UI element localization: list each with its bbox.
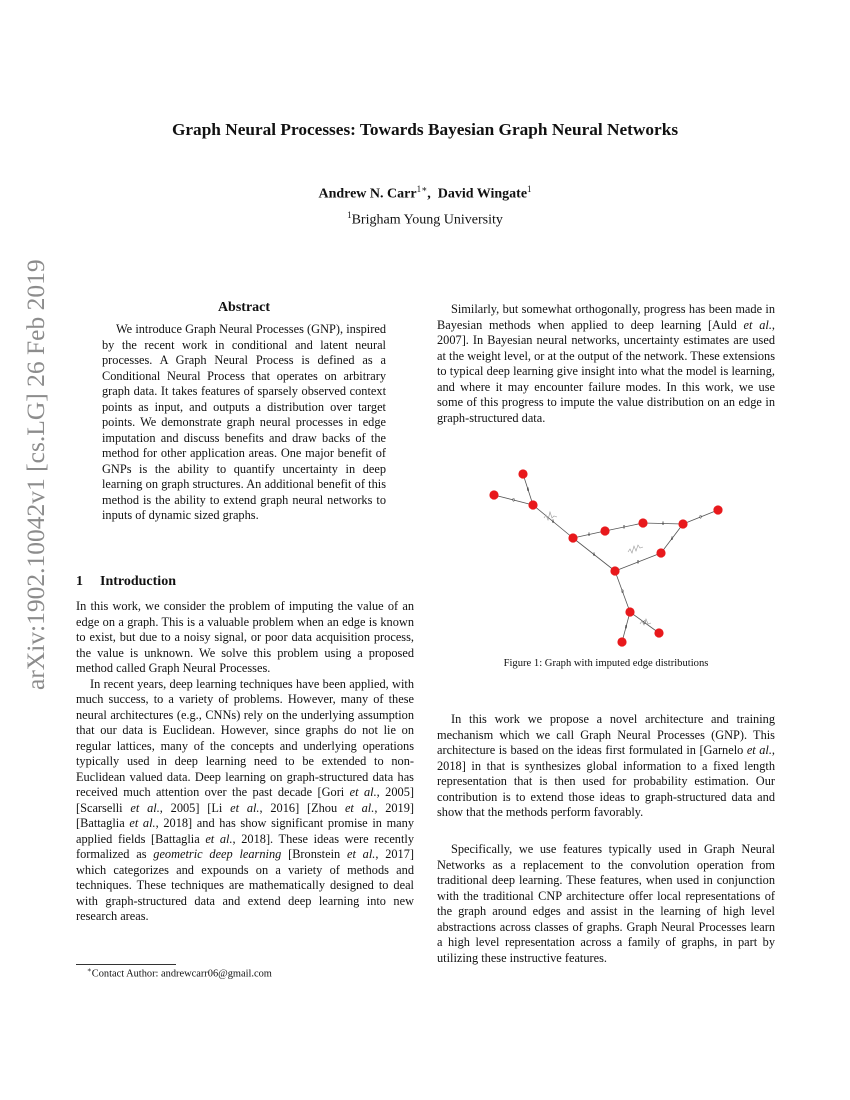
edge-label: 0: [670, 536, 674, 541]
text-run: , 2018] in that is synthesizes global information to a fixed length representation that is then used for probability estimation. Our contribution is to extend those ideas to graph-structured data and show that the methods perform favorably.: [437, 743, 775, 819]
italic-run: et al.: [230, 800, 260, 815]
text-run: , 2018] and has show significant promise in many applied fields [Battaglia: [76, 816, 415, 846]
affiliation: [0, 210, 850, 229]
edge-label: 0: [592, 552, 596, 557]
graph-node: [654, 628, 663, 637]
footnote-mark: ∗: [87, 966, 92, 974]
right-column-top: [437, 302, 775, 426]
text-run: In this work we propose a novel architecture and training mechanism which we call Graph Neural Processes (GNP). This architecture is based on the ideas first formulated in [Garnelo: [437, 712, 775, 757]
arxiv-identifier-stamp: arXiv:1902.10042v1 [cs.LG] 26 Feb 2019: [21, 259, 50, 690]
text-run: In recent years, deep learning techniques have been applied, with much success, to a variety of problems. However, many of these neural architectures (e.g., CNNs) rely on the underlying assumption that our data is Euclidean. However, since graphs do not lie on regular lattices, many of the concepts and underlying operations typically used in deep learning need to be extended to non-Euclidean valued data. Deep learning on graph-structured data has received much attention over the past decade [Gori: [76, 676, 414, 799]
text-run: , 2019] [Battaglia: [76, 800, 414, 830]
abstract-heading: Abstract: [217, 300, 271, 315]
footnote: [87, 964, 417, 980]
graph-figure: [478, 456, 738, 652]
author-separator: ,: [427, 186, 438, 202]
author-affiliation-mark: 1: [527, 184, 532, 194]
edge-label: 0: [622, 524, 626, 530]
right-column-bottom: [437, 842, 775, 966]
text-run: , 2005] [Scarselli: [76, 785, 414, 815]
italic-run: et al.: [346, 847, 376, 861]
section-number: 1: [76, 574, 83, 589]
abstract-text: [102, 322, 386, 524]
graph-node: [600, 526, 609, 535]
right-column-middle: [437, 712, 775, 821]
graph-node: [678, 519, 687, 528]
text-run: , 2005] [Li: [159, 800, 231, 815]
graph-nodes: [489, 469, 722, 646]
abstract-paragraph: We introduce Graph Neural Processes (GNP), inspired by the recent work in conditional and latent neural processes. A Graph Neural Process is defined as a Conditional Neural Process that operates on arbitrary graph data. It takes features of sparsely observed context points as input, and outputs a distribution over target points. We demonstrate graph neural processes in edge imputation and discuss benefits and draw backs of the method for other application areas. One major benefit of GNPs is the ability to quantify uncertainty in deep learning on graph structures. An additional benefit of this method is the ability to extend graph neural networks to inputs of dynamic sized graphs.: [102, 322, 386, 522]
italic-run: et al.: [205, 831, 233, 846]
affiliation-mark: 1: [347, 210, 352, 220]
author-name: Andrew N. Carr: [318, 186, 417, 202]
author-name: David Wingate: [437, 186, 528, 202]
graph-node: [528, 500, 537, 509]
text-run: , 2007]. In Bayesian neural networks, uncertainty estimates are used at the weight level, or at the output of the network. These extensions to typical deep learning give insight into what the model is learning, and where it may encounter failure modes. In this work, we use some of this progress to impute the value distribution on an edge in graph-structured data.: [437, 317, 775, 425]
paper-title: Graph Neural Processes: Towards Bayesian Graph Neural Networks: [171, 120, 679, 139]
graph-edges: [494, 474, 718, 642]
text-run: , 2017] which categorizes and expounds on a variety of methods and techniques. These techniques are mathematically designed to deal with graph-structured data and extend deep learning into new research areas.: [76, 847, 414, 923]
italic-run: et al.: [349, 785, 377, 799]
intro-paragraph-2: [76, 677, 414, 925]
italic-run: et al.: [130, 800, 160, 815]
italic-run: et al.: [746, 743, 772, 757]
graph-node: [617, 637, 626, 646]
paragraph-bayesian: [437, 302, 775, 426]
edge-label: 0: [661, 521, 665, 526]
edge-label: 0: [699, 514, 702, 520]
graph-node: [713, 505, 722, 514]
edge-label: 0: [643, 620, 646, 625]
paragraph-features: Specifically, we use features typically used in Graph Neural Networks as a replacement to the convolution operation from traditional deep learning. These features, when used in conjunction with the traditional CNP architecture offer local representations of the graph around edges and assist in the learning of high level abstractions across classes of graphs. Graph Neural Processes learn a high level representation across a family of graphs, in part by utilizing these instructive features.: [437, 842, 775, 965]
edge-label: 0: [526, 487, 530, 492]
paragraph-proposal: [437, 712, 775, 821]
edge-label: 0: [551, 519, 555, 524]
graph-node: [625, 607, 634, 616]
graph-node: [568, 533, 577, 542]
graph-node: [610, 566, 619, 575]
italic-run: geometric deep learning: [153, 847, 282, 861]
edge-label: 0: [636, 559, 640, 565]
text-run: , 2018]. These ideas were recently formalized as: [76, 831, 414, 861]
text-run: , 2016] [Zhou: [259, 800, 345, 815]
section-heading-introduction: [76, 574, 416, 590]
section-title: Introduction: [100, 574, 176, 589]
italic-run: et al.: [344, 800, 375, 815]
author-list: [0, 184, 850, 203]
graph-node: [518, 469, 527, 478]
text-run: Similarly, but somewhat orthogonally, progress has been made in Bayesian methods when applied to deep learning [Auld: [437, 302, 775, 332]
footnote-text: Contact Author: andrewcarr06@gmail.com: [91, 968, 272, 980]
edge-label: 0: [624, 624, 628, 630]
introduction-body: [76, 599, 414, 925]
affiliation-name: Brigham Young University: [351, 212, 503, 228]
intro-paragraph-1: In this work, we consider the problem of imputing the value of an edge on a graph. This is a valuable problem when an edge is known to exist, but due to a noisy signal, or poor data acquisition process, the value is unknown. We solve this problem using a proposed method called Graph Neural Processes.: [76, 599, 414, 675]
edge-label: 0: [621, 589, 624, 594]
edge-distribution-curve: [628, 545, 643, 553]
graph-node: [638, 518, 647, 527]
graph-node: [656, 548, 665, 557]
figure-caption: Figure 1: Graph with imputed edge distributions: [503, 658, 709, 669]
italic-run: et al.: [743, 317, 772, 332]
edge-label: 0: [512, 497, 515, 503]
author-affiliation-mark: 1∗: [416, 184, 428, 194]
italic-run: et al.: [129, 816, 156, 830]
graph-node: [489, 490, 498, 499]
edge-labels: [512, 487, 702, 630]
edge-label: 0: [587, 532, 591, 537]
text-run: [Bronstein: [281, 847, 347, 861]
edge-distributions: [544, 512, 651, 625]
